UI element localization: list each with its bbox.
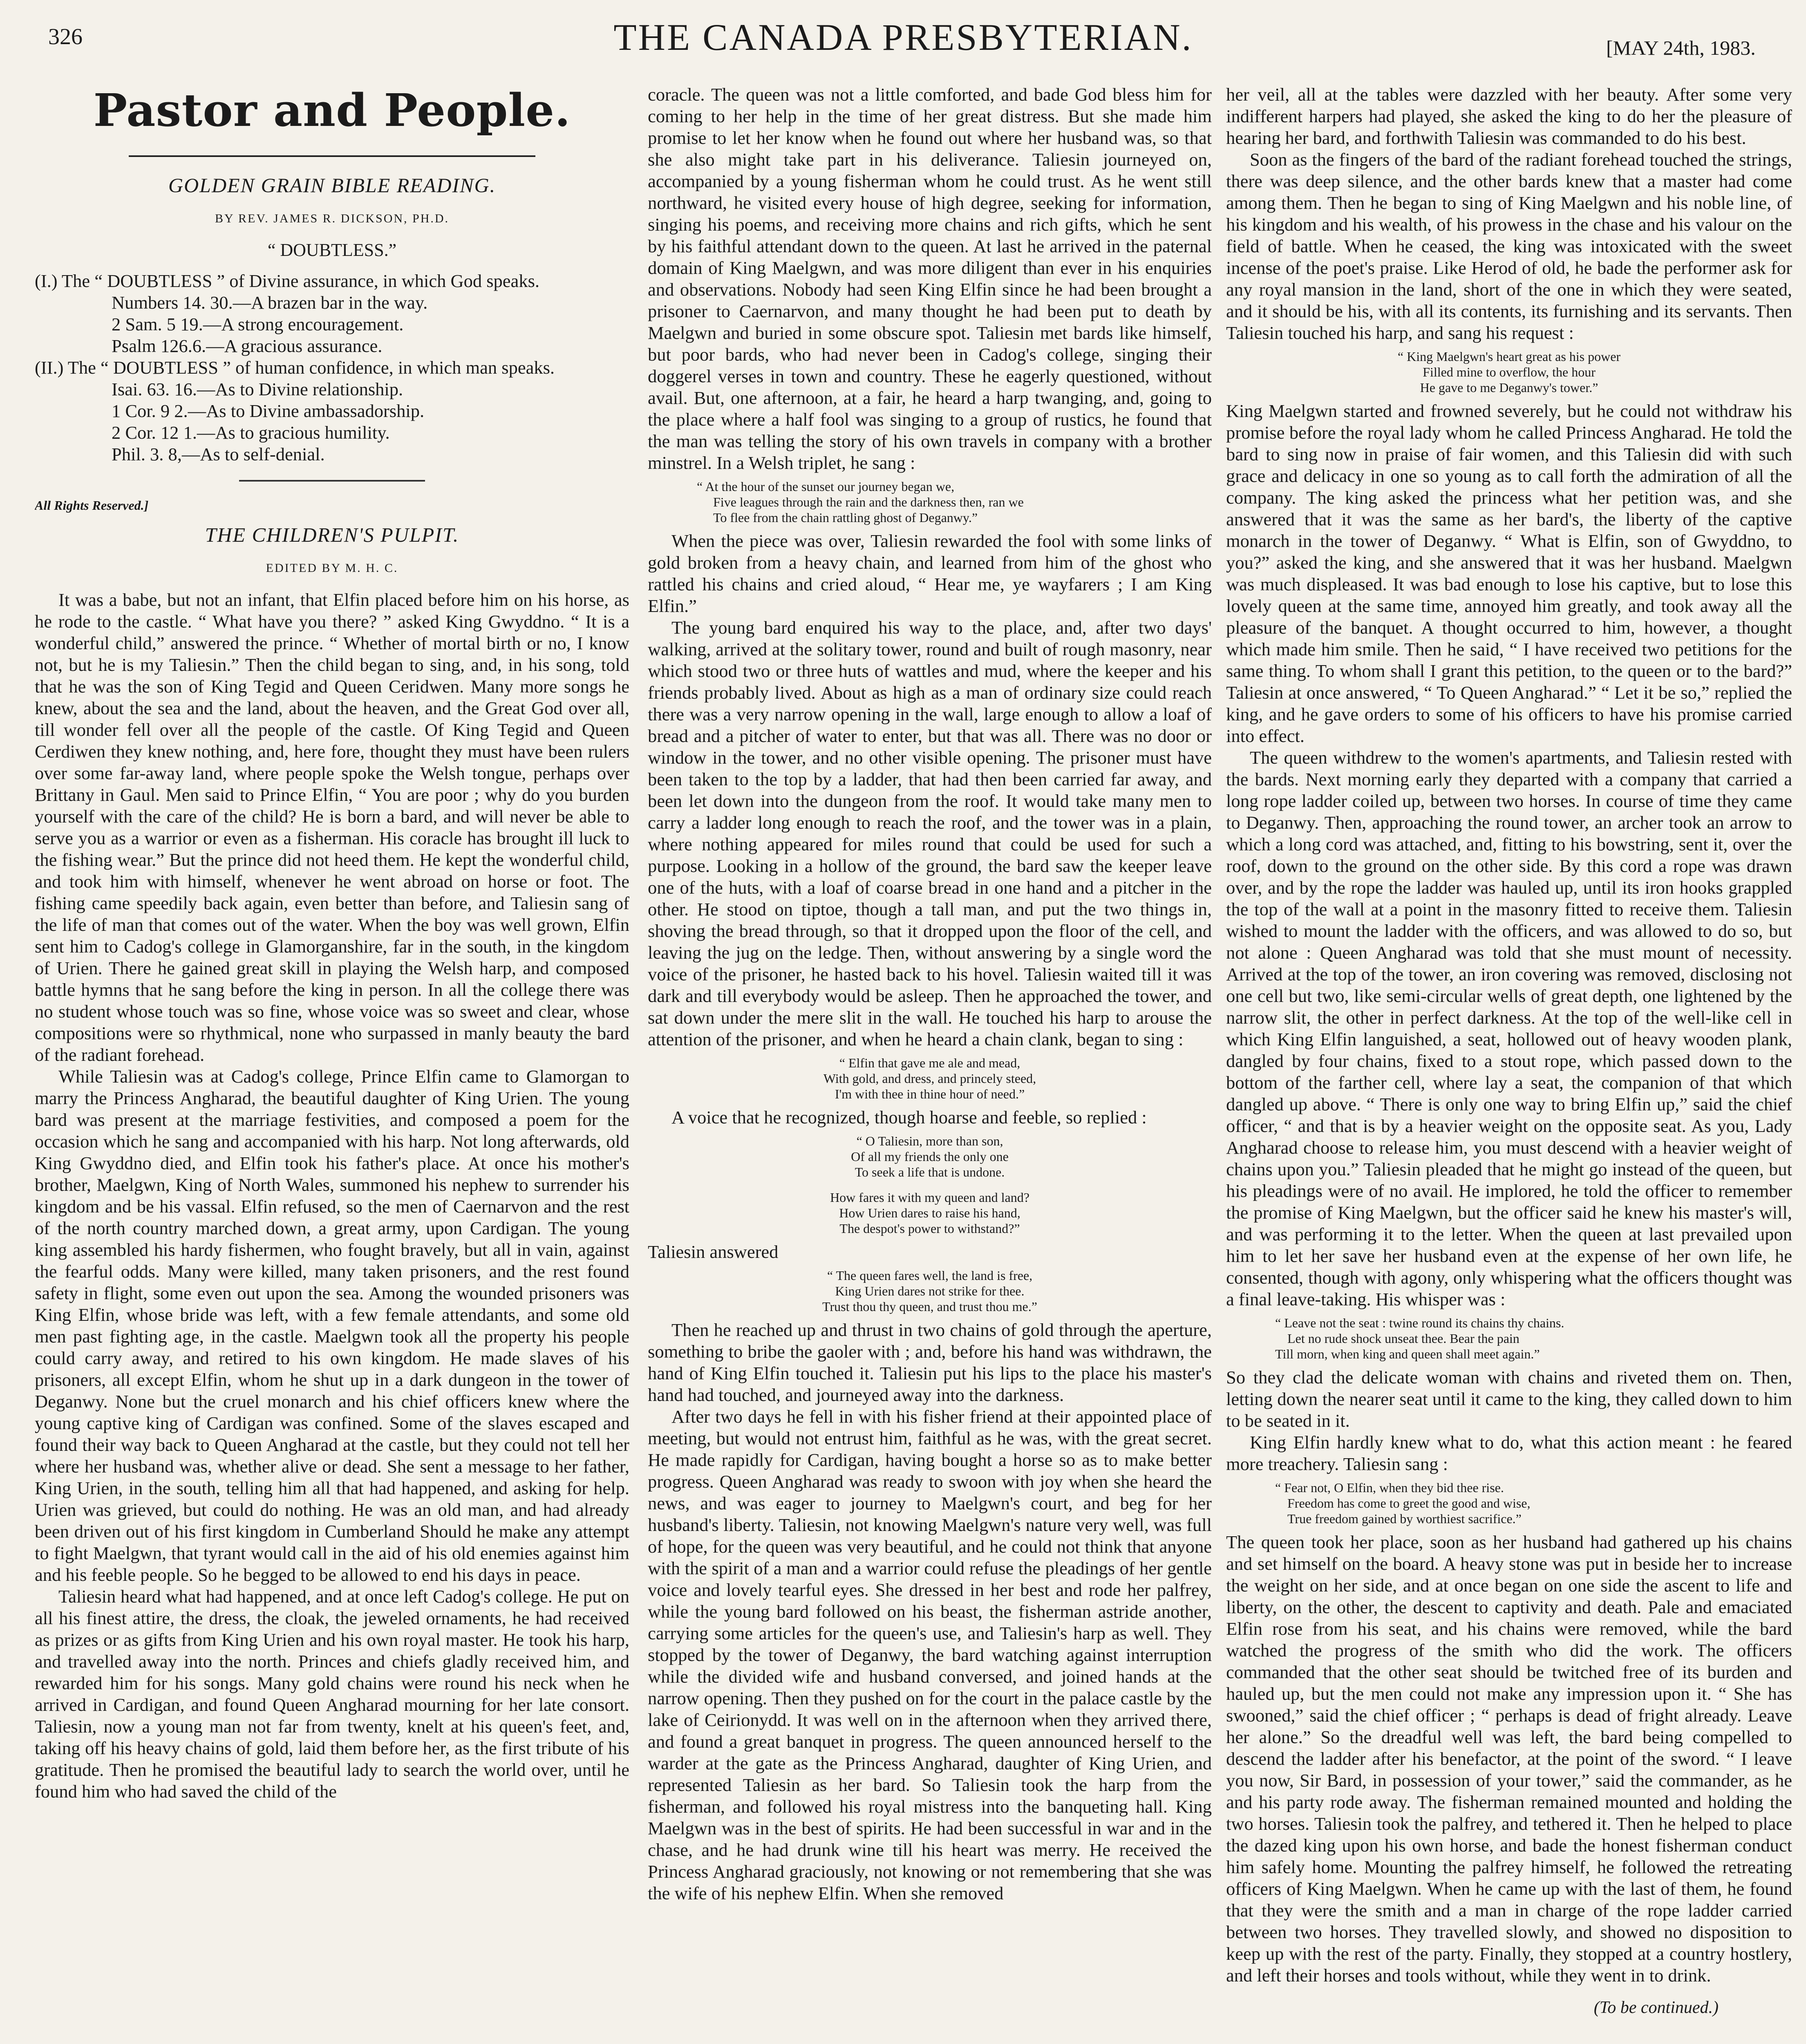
verse-line: How Urien dares to raise his hand,: [839, 1206, 1020, 1220]
outline-ref: Psalm 126.6.—A gracious assurance.: [112, 336, 383, 356]
verse-triplet: [648, 1268, 1212, 1314]
story-paragraph: her veil, all at the tables were dazzled with her beauty. After some very indifferent harpers had played, she asked the king to do her the pleasure of hearing her bard, and forthwith Taliesin was commanded to do his best.: [1226, 84, 1792, 148]
story-paragraph: The queen withdrew to the women's apartments, and Taliesin rested with the bards. Next morning early they departed with a company that carried a long rope ladder coiled up, between two horses. In course of time they came to Deganwy. Then, approaching the round tower, an archer took an arrow to which a long cord was attached, and, fitting to his bowstring, sent it, over the roof, down to the ground on the other side. By this cord a rope was drawn over, and by the rope the ladder was hauled up, until its iron hooks grappled the top of the wall at a point in the masonry fitted to receive them. Taliesin wished to mount the ladder with the officers, and was allowed to do so, but not alone : Queen Angharad was told that she must mount of necessity. Arrived at the top of the tower, an iron covering was removed, disclosing not one cell but two, like semi-circular wells of great depth, one lightened by the narrow slit, the other in perfect darkness. At the top of the well-like cell in which King Elfin languished, a seat, hollowed out of heavy wooden plank, dangled by four chains, fixed to a stout rope, which passed down to the bottom of the farther cell, where lay a seat, the companion of that which dangled up above. “ There is only one way to bring Elfin up,” said the chief officer, “ and that is by a heavier weight on the opposite seat. As you, Lady Angharad choose to release him, you must descend with a heavier weight of chains upon you.” Taliesin pleaded that he might go instead of the queen, but his pleadings were of no avail. He implored, he told the officer to remember the promise of King Maelgwn, but the officer said he knew his master's will, and was performing it to the letter. When the queen at last prevailed upon him to let her save her husband even at the expense of her own life, he consented, though with agony, only whispering what the officers thought was a final leave-taking. His whisper was :: [1226, 747, 1792, 1309]
bible-reading-title: GOLDEN GRAIN BIBLE READING.: [168, 174, 496, 197]
column-3: [1226, 84, 1792, 2044]
outline-ref: 2 Sam. 5 19.—A strong encouragement.: [112, 314, 404, 334]
verse-triplet: [1226, 349, 1792, 395]
story-paragraph: Soon as the fingers of the bard of the radiant forehead touched the strings, there was deep silence, and the other bards knew that a master had come among them. Then he began to sing of King Maelgwn and his noble line, of his kingdom and his wealth, of his prowess in the chase and his valour on the field of battle. When he ceased, the king was intoxicated with the sweet incense of the poet's praise. Like Herod of old, he bade the performer ask for any royal mansion in the land, short of the one in which they were seated, and it should be his, with all its contents, its furnishing and its servants. Then Taliesin touched his harp, and sang his request :: [1226, 149, 1792, 343]
story-paragraph: Taliesin heard what had happened, and at once left Cadog's college. He put on all his finest attire, the dress, the cloak, the jeweled ornaments, he had received as prizes or as gifts from King Urien and his own royal master. He took his harp, and travelled away into the north. Princes and chiefs gladly received him, and rewarded him for his songs. Many gold chains were round his neck when he arrived in Cardigan, and found Queen Angharad mourning for her late consort. Taliesin, now a young man not far from twenty, knelt at his queen's feet, and, taking off his heavy chains of gold, laid them before her, as the first tribute of his gratitude. Then he promised the beautiful lady to search the world over, until he found him who had saved the child of the: [35, 1586, 629, 1802]
pulpit-title: THE CHILDREN'S PULPIT.: [205, 523, 459, 546]
verse-line: “ Leave not the seat : twine round its chains thy chains.: [1275, 1316, 1564, 1330]
outline-ref: Isai. 63. 16.—As to Divine relationship.: [112, 379, 403, 399]
outline-ref: 2 Cor. 12 1.—As to gracious humility.: [112, 422, 390, 443]
outline-point: (II.) The “ DOUBTLESS ” of human confidence, in which man speaks.: [35, 357, 555, 378]
pulpit-editor: EDITED BY M. H. C.: [266, 561, 398, 575]
column-2: [648, 84, 1212, 2044]
bible-reading-byline: BY REV. JAMES R. DICKSON, PH.D.: [215, 212, 450, 225]
divider: [129, 155, 535, 157]
verse-line: “ King Maelgwn's heart great as his power: [1397, 349, 1621, 364]
verse-line: Freedom has come to greet the good and wise,: [1287, 1496, 1531, 1511]
verse-line: Trust thou thy queen, and trust thou me.”: [822, 1299, 1037, 1314]
verse-line: To seek a life that is undone.: [855, 1165, 1005, 1179]
verse-line: Filled mine to overflow, the hour: [1423, 365, 1596, 379]
story-paragraph: When the piece was over, Taliesin rewarded the fool with some links of gold broken from a heavy chain, and learned from him of the ghost who rattled his chains and cried aloud, “ Hear me, ye wayfarers ; I am King Elfin.”: [648, 531, 1212, 616]
verse-triplet: [1226, 1480, 1792, 1526]
verse-line: “ At the hour of the sunset our journey began we,: [697, 479, 955, 494]
verse-line: “ O Taliesin, more than son,: [856, 1134, 1003, 1148]
issue-date: [MAY 24th, 1983.: [1606, 36, 1756, 59]
bible-reading-theme: “ DOUBTLESS.”: [267, 240, 397, 260]
story-paragraph: coracle. The queen was not a little comforted, and bade God bless him for coming to her help in the time of her great distress. But she made him promise to let her know when he found out where her husband was, so that she also might take part in his deliverance. Taliesin journeyed on, accompanied by a young fisherman whom he could trust. As he went still northward, he visited every house of high degree, seeking for information, singing his poems, and receiving more chains and rich gifts, which he sent by his faithful attendant down to the queen. At last he arrived in the paternal domain of King Maelgwn, and was more diligent than ever in his enquiries and observations. Nobody had seen King Elfin since he had been brought a prisoner to Caernarvon, and many thought he had been put to death by Maelgwn and buried in some obscure spot. Taliesin met bards like himself, but poor bards, who had never been in Cadog's college, singing their doggerel verses in town and country. These he eagerly questioned, without avail. But, one afternoon, at a fair, he heard a harp twanging, and, going to the place where a half fool was singing to a group of rustics, he found that the man was telling the story of his own travels in company with a brother minstrel. In a Welsh triplet, he sang :: [648, 84, 1212, 473]
outline-ref: Phil. 3. 8,—As to self-denial.: [112, 444, 325, 464]
outline-point: (I.) The “ DOUBTLESS ” of Divine assurance, in which God speaks.: [35, 271, 540, 291]
divider: [239, 480, 425, 482]
verse-line: The despot's power to withstand?”: [839, 1221, 1020, 1236]
outline-ref: 1 Cor. 9 2.—As to Divine ambassadorship.: [112, 401, 425, 421]
story-paragraph: A voice that he recognized, though hoarse and feeble, so replied :: [671, 1107, 1147, 1127]
verse-triplet: [648, 1055, 1212, 1102]
section-title: Pastor and People.: [93, 84, 571, 137]
rights-notice: All Rights Reserved.]: [35, 498, 149, 513]
verse-line: With gold, and dress, and princely steed,: [823, 1071, 1036, 1086]
verse-line: Till morn, when king and queen shall meet again.”: [1275, 1347, 1540, 1361]
verse-line: “ Elfin that gave me ale and mead,: [839, 1056, 1020, 1070]
outline-ref: Numbers 14. 30.—A brazen bar in the way.: [112, 292, 428, 313]
verse-triplet: [648, 479, 1212, 525]
story-paragraph: King Elfin hardly knew what to do, what this action meant : he feared more treachery. Taliesin sang :: [1226, 1432, 1792, 1474]
bible-reading-outline: [35, 270, 629, 465]
verse-line: How fares it with my queen and land?: [830, 1190, 1029, 1205]
story-paragraph: After two days he fell in with his fisher friend at their appointed place of meeting, but would not entrust him, faithful as he was, with the great secret. He made rapidly for Cardigan, having bought a horse so as to make better progress. Queen Angharad was ready to swoon with joy when she heard the news, and was eager to journey to Maelgwn's court, and beg for her husband's liberty. Taliesin, not knowing Maelgwn's nature very well, was full of hope, for the queen was very beautiful, and he could not think that anyone with the spirit of a man and a warrior could refuse the pleadings of her gentle voice and lovely tearful eyes. She dressed in her best and rode her palfrey, while the young bard followed on his beast, the fisherman astride another, carrying some articles for the queen's use, and Taliesin's harp as well. They stopped by the tower of Deganwy, the bard watching against interruption while the divided wife and husband conversed, and joined hands at the narrow opening. Then they pushed on for the court in the palace castle by the lake of Ceirionydd. It was well on in the afternoon when they arrived there, and found a great banquet in progress. The queen announced herself to the warder at the gate as the Princess Angharad, daughter of King Urien, and represented Taliesin as her bard. So Taliesin took the harp from the fisherman, and followed his royal mistress into the banqueting hall. King Maelgwn was in the best of spirits. He had been successful in war and in the chase, and he had drunk wine till his heart was merry. He received the Princess Angharad graciously, not knowing or not remembering that she was the wife of his nephew Elfin. When she removed: [648, 1406, 1212, 1903]
verse-triplet: [648, 1133, 1212, 1236]
story-paragraph: While Taliesin was at Cadog's college, Prince Elfin came to Glamorgan to marry the Princess Angharad, the beautiful daughter of King Urien. The young bard was present at the marriage festivities, and composed a poem for the occasion which he sang and accompanied with his harp. Not long afterwards, old King Gwyddno died, and Elfin took his father's place. At once his mother's brother, Maelgwn, King of North Wales, summoned his nephew to surrender his kingdom and be his vassal. Elfin refused, so the men of Caernarvon and the rest of the north country marched down, a great army, upon Cardigan. The young king assembled his hardy fishermen, who fought bravely, but all in vain, against the fearful odds. Many were killed, many taken prisoners, and the rest found safety in flight, some even out upon the sea. Among the wounded prisoners was King Elfin, whose bride was left, with a few female attendants, and some old men past fighting age, in the castle. Maelgwn took all the property his people could carry away, and retired to his own kingdom. He made slaves of his prisoners, all except Elfin, whom he shut up in a dark dungeon in the tower of Deganwy. None but the cruel monarch and his chief officers knew where the young captive king of Cardigan was confined. Some of the slaves escaped and found their way back to Queen Angharad at the castle, but they could not tell her where her husband was, whether alive or dead. She sent a message to her father, King Urien, in the south, telling him all that had happened, and asking for help. Urien was grieved, but could do nothing. He was an old man, and had already been driven out of his first kingdom in Cumberland Should he make any attempt to fight Maelgwn, that tyrant would call in the aid of his old enemies against him and his feeble people. So he begged to be allowed to end his days in peace.: [35, 1066, 629, 1585]
story-paragraph: The queen took her place, soon as her husband had gathered up his chains and set himself on the board. A heavy stone was put in beside her to increase the weight on her side, and at once began on one side the ascent to life and liberty, on the other, the descent to captivity and death. Pale and emaciated Elfin rose from his seat, and his chains were removed, while the bard watched the progress of the smith who did the work. The officers commanded that the other seat should be twitched free of its burden and hauled up, but the men could not make any impression upon it. “ She has swooned,” said the chief officer ; “ perhaps is dead of fright already. Leave her alone.” So the dreadful well was left, the bard being compelled to descend the ladder after his benefactor, at the point of the sword. “ I leave you now, Sir Bard, in possession of your tower,” said the commander, as he and his party rode away. The fisherman remained mounted and holding the two horses. Taliesin took the palfrey, and tethered it. Then he helped to place the dazed king upon his own horse, and bade the honest fisherman conduct him safely home. Mounting the palfrey himself, he followed the retreating officers of King Maelgwn. When he came up with the last of them, he found that they were the smith and a man in charge of the rope ladder carried between two horses. They travelled slowly, and showed no disposition to keep up with the rest of the party. Finally, they stopped at a country hostlery, and left their horses and tools without, while they went in to drink.: [1226, 1532, 1792, 1986]
verse-line: Five leagues through the rain and the darkness then, ran we: [713, 495, 1024, 509]
page-number: 326: [48, 24, 83, 49]
verse-line: “ The queen fares well, the land is free,: [827, 1268, 1033, 1283]
story-paragraph: It was a babe, but not an infant, that Elfin placed before him on his horse, as he rode to the castle. “ What have you there? ” asked King Gwyddno. “ It is a wonderful child,” answered the prince. “ Whether of mortal birth or no, I know not, but he is my Taliesin.” Then the child began to sing, and, in his song, told that he was the son of King Tegid and Queen Ceridwen. Many more songs he knew, about the sea and the land, about the heaven, and the Great God over all, till wonder fell over all the people of the castle. Of King Tegid and Queen Cerdiwen they knew nothing, and, here fore, thought they must have been rulers over some far-away land, where people spoke the Welsh tongue, perhaps over Brittany in Gaul. Men said to Prince Elfin, “ You are poor ; why do you burden yourself with the care of the child? He is born a bard, and will never be able to serve you as a warrior or even as a fisherman. His coracle has brought ill luck to the fishing wear.” But the prince did not heed them. He kept the wonderful child, and took him with himself, whenever he went abroad on horse or foot. The fishing came speedily back again, even better than before, and Taliesin sang of the life of man that comes out of the water. When the boy was well grown, Elfin sent him to Cadog's college in Glamorganshire, far in the south, in the kingdom of Urien. There he gained great skill in playing the Welsh harp, and composed battle hymns that he sang before the king in person. In all the college there was no student whose touch was so fine, whose voice was so sweet and clear, whose compositions were so rhythmical, none who surpassed in manly beauty the bard of the radiant forehead.: [35, 589, 629, 1065]
story-paragraph: King Maelgwn started and frowned severely, but he could not withdraw his promise before the royal lady whom he called Princess Angharad. He told the bard to sing now in praise of fair women, and this Taliesin did with such grace and delicacy in one so young as to call forth the admiration of all the company. The king asked the princess what her petition was, and she answered that it was the same as her bard's, the liberty of the captive monarch in the tower of Deganwy. “ What is Elfin, son of Gwyddno, to you?” asked the king, and she answered that it was her husband. Maelgwn was much displeased. It was bad enough to lose his captive, but to lose this lovely queen at the same time, annoyed him greatly, and took away all the pleasure of the banquet. A thought occurred to him, however, a thought which made him smile. Then he said, “ I have received two petitions for the same thing. To whom shall I grant this petition, to the queen or to the bard?” Taliesin at once answered, “ To Queen Angharad.” “ Let it be so,” replied the king, and he gave orders to some of his officers to have his promise carried into effect.: [1226, 401, 1792, 746]
verse-line: He gave to me Deganwy's tower.”: [1420, 380, 1598, 395]
story-paragraph: The young bard enquired his way to the place, and, after two days' walking, arrived at the solitary tower, round and built of rough masonry, near which stood two or three huts of wattles and mud, where the keeper and his friends probably lived. About as high as a man of ordinary size could reach there was a very narrow opening in the wall, large enough to allow a loaf of bread and a pitcher of water to enter, but that was all. There was no door or window in the tower, and no other visible opening. The prisoner must have been taken to the top by a ladder, that had then been carried far away, and been let down into the dungeon from the roof. It would take many men to carry a ladder long enough to reach the roof, and the tower was in a plain, where nothing appeared for miles round that could be used for such a purpose. Looking in a hollow of the ground, the bard saw the keeper leave one of the huts, with a loaf of coarse bread in one hand and a pitcher in the other. He stood on tiptoe, though a tall man, and put the two things in, shoving the bread through, so that it dropped upon the floor of the cell, and leaving the jug on the ledge. Then, without answering by a single word the voice of the prisoner, he hasted back to his hovel. Taliesin waited till it was dark and till everybody would be asleep. Then he approached the tower, and sat down under the mere slit in the wall. He touched his harp to arouse the attention of the prisoner, and when he heard a chain clank, began to sing :: [648, 617, 1212, 1049]
column-1: [35, 84, 629, 2044]
verse-line: Of all my friends the only one: [851, 1149, 1009, 1164]
story-paragraph: So they clad the delicate woman with chains and riveted them on. Then, letting down the nearer seat until it came to the king, they called down to him to be seated in it.: [1226, 1367, 1792, 1431]
continued-note: (To be continued.): [1593, 1998, 1719, 2017]
verse-line: “ Fear not, O Elfin, when they bid thee rise.: [1275, 1480, 1504, 1495]
verse-line: I'm with thee in thine hour of need.”: [835, 1087, 1025, 1101]
verse-line: To flee from the chain rattling ghost of Deganwy.”: [713, 510, 978, 525]
verse-line: King Urien dares not strike for thee.: [835, 1284, 1025, 1298]
verse-triplet: [1226, 1315, 1792, 1362]
story-paragraph: Then he reached up and thrust in two chains of gold through the aperture, something to bribe the gaoler with ; and, before his hand was withdrawn, the hand of King Elfin touched it. Taliesin put his lips to the place his master's hand had touched, and journeyed away into the darkness.: [648, 1320, 1212, 1405]
story-line: Taliesin answered: [648, 1242, 779, 1262]
verse-line: Let no rude shock unseat thee. Bear the pain: [1287, 1331, 1520, 1346]
masthead-title: THE CANADA PRESBYTERIAN.: [613, 16, 1193, 58]
verse-line: True freedom gained by worthiest sacrifice.”: [1287, 1511, 1522, 1526]
